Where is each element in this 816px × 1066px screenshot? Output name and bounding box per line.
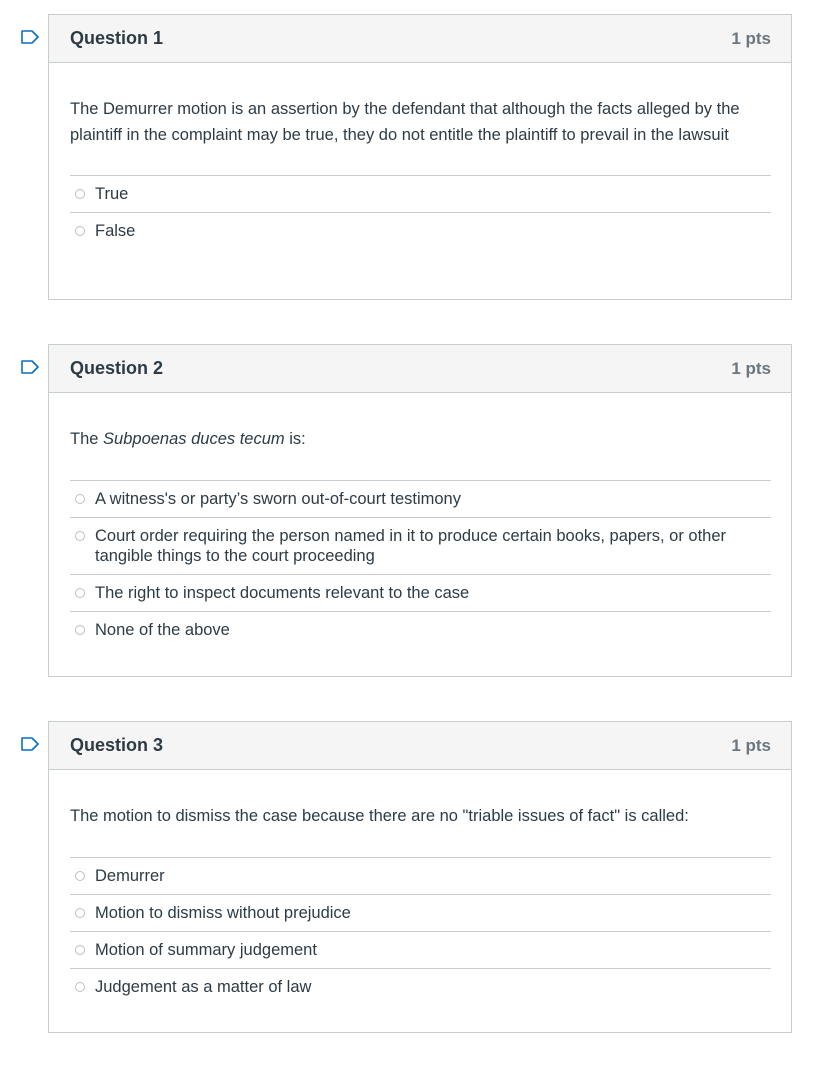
flag-question-icon[interactable] (21, 360, 39, 374)
question-title: Question 1 (70, 28, 164, 48)
question-points: 1 pts (731, 358, 771, 378)
answer-label: Motion to dismiss without prejudice (95, 904, 351, 922)
question-points: 1 pts (731, 735, 771, 755)
answer-option[interactable] (70, 575, 771, 612)
radio-button[interactable] (75, 625, 85, 635)
question-text: The Demurrer motion is an assertion by the defendant that although the facts alleged by the plaintiff in the complaint may be true, they do not entitle the plaintiff to prevail in the lawsuit (70, 100, 740, 144)
radio-button[interactable] (75, 945, 85, 955)
answer-option[interactable] (70, 895, 771, 932)
answer-option[interactable] (70, 612, 771, 648)
radio-button[interactable] (75, 189, 85, 199)
question-text: The Subpoenas duces tecum is: (70, 430, 306, 448)
question-title: Question 2 (70, 358, 164, 378)
radio-button[interactable] (75, 982, 85, 992)
question-text: The motion to dismiss the case because there are no "triable issues of fact" is called: (70, 807, 689, 825)
flag-question-icon[interactable] (21, 737, 39, 751)
answer-label: Demurrer (95, 867, 165, 885)
radio-button[interactable] (75, 908, 85, 918)
answer-label: Judgement as a matter of law (95, 978, 312, 996)
answer-option[interactable] (70, 858, 771, 895)
flag-question-icon[interactable] (21, 30, 39, 44)
answer-label: False (95, 222, 136, 240)
answer-option[interactable] (70, 481, 771, 518)
answer-label: True (95, 185, 129, 203)
answer-option[interactable] (70, 176, 771, 213)
answer-label: The right to inspect documents relevant to the case (95, 584, 470, 602)
answer-label: Motion of summary judgement (95, 941, 317, 959)
answer-list (70, 480, 771, 648)
answer-option[interactable] (70, 213, 771, 249)
answer-option[interactable] (70, 932, 771, 969)
radio-button[interactable] (75, 871, 85, 881)
radio-button[interactable] (75, 226, 85, 236)
question-title: Question 3 (70, 735, 164, 755)
answer-label: A witness's or party’s sworn out-of-court testimony (95, 490, 461, 508)
answer-label: None of the above (95, 621, 230, 639)
question-3 (48, 721, 792, 1033)
radio-button[interactable] (75, 494, 85, 504)
radio-button[interactable] (75, 588, 85, 598)
answer-list (70, 857, 771, 1005)
answer-list (70, 175, 771, 249)
question-header (49, 15, 791, 63)
question-2 (48, 344, 792, 677)
answer-label: Court order requiring the person named in it to produce certain books, papers, or other tangible things to the court proceeding (95, 527, 727, 565)
italic-term: Subpoenas duces tecum (103, 430, 285, 448)
answer-option[interactable] (70, 518, 771, 575)
answer-option[interactable] (70, 969, 771, 1005)
question-header (49, 722, 791, 770)
radio-button[interactable] (75, 531, 85, 541)
question-points: 1 pts (731, 28, 771, 48)
question-1 (48, 14, 792, 300)
question-header (49, 345, 791, 393)
